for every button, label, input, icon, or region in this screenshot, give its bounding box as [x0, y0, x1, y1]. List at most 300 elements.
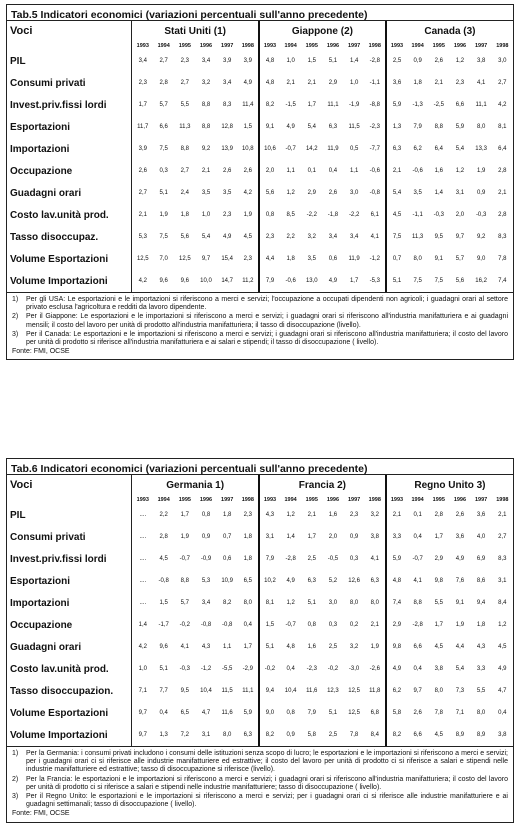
row-label: Importazioni	[7, 592, 132, 614]
table-cell: -0,7	[285, 146, 296, 152]
row-label: Consumi privati	[7, 526, 132, 548]
table-cell: 1,6	[434, 168, 443, 174]
year: 1997	[221, 496, 234, 503]
table-cell: 5,9	[392, 556, 402, 562]
table-cell: 2,7	[180, 168, 190, 174]
table-cell: 11,6	[306, 688, 318, 694]
table-cell: -7,7	[365, 138, 386, 160]
table-cell: 7,8	[434, 710, 443, 716]
table-cell: 2,3	[180, 58, 190, 64]
table-cell: 0,3	[328, 622, 338, 628]
table-cell: 5,1	[159, 666, 168, 672]
table-cell: 2,3	[238, 248, 259, 270]
table-cell: 11,1	[238, 680, 259, 702]
table-cell: 3,5	[201, 190, 211, 196]
note-text: Per la Francia: le esportazioni e le importazioni si riferiscono a merci e servizi; i guadagni orari si riferiscono all'industria manifatturiera; il costo del lavoro per unità di prodotto ci si riferisce a salari e stipendi nelle industrie manifatturiere; tasso di disoccupazione ( livello).	[26, 775, 508, 791]
table-cell: 11,5	[348, 124, 360, 130]
table-cell: 9,8	[392, 644, 402, 650]
table-cell: -1,5	[285, 102, 296, 108]
table-row	[7, 614, 513, 636]
table-cell: 11,9	[327, 146, 339, 152]
table-cell: 9,8	[434, 578, 443, 584]
table-cell: 2,8	[434, 512, 443, 518]
table-cell: -2,8	[412, 622, 423, 628]
year: 1994	[284, 42, 297, 49]
table-cell: 8,3	[498, 234, 507, 240]
table-cell: 0,8	[286, 710, 295, 716]
table-cell: 3,3	[476, 666, 486, 672]
row-label: Volume Importazioni	[7, 724, 132, 746]
table-row	[7, 702, 513, 724]
table-cell: 5,6	[265, 190, 275, 196]
table-cell: 10,2	[264, 578, 276, 584]
year: 1998	[238, 495, 259, 504]
table-cell: 6,6	[413, 644, 422, 650]
table-cell: 5,1	[159, 190, 168, 196]
table-cell: 2,3	[238, 504, 259, 526]
table-cell: ....	[139, 600, 147, 606]
year: 1998	[496, 496, 509, 503]
table-cell: 7,6	[455, 578, 465, 584]
year: 1994	[157, 42, 170, 49]
note-number: 1)	[12, 750, 19, 757]
note-text: Per il Canada: Le esportazioni e le importazioni si riferiscono a merci e servizi; i guadagni orari si riferiscono all'industria manifatturiera; il costo del lavoro per unità di prodotto si riferisce all'industria manifatturiera e ai salari e stipendi; il tasso di disoccupazione ( livello).	[26, 330, 508, 347]
table-cell: 0,4	[159, 710, 168, 716]
table-cell: 5,1	[328, 710, 338, 716]
note	[12, 750, 508, 775]
table-cell: 1,9	[159, 212, 168, 218]
table-cell: 3,1	[201, 732, 211, 738]
table-cell: 1,8	[238, 548, 259, 570]
table-cell: 10,6	[264, 146, 276, 152]
notes	[7, 746, 513, 822]
row-label: Consumi privati	[7, 72, 132, 94]
table-cell: 6,6	[413, 732, 422, 738]
table-cell: 9,6	[159, 644, 168, 650]
table-cell: -0,8	[158, 578, 169, 584]
table-cell: 6,3	[307, 578, 316, 584]
table-cell: 5,4	[307, 124, 316, 130]
table-cell: 1,8	[476, 622, 486, 628]
table-cell: 8,8	[413, 600, 422, 606]
table-cell: 9,7	[138, 710, 147, 716]
table-cell: 3,1	[455, 190, 465, 196]
table-cell: 2,5	[307, 556, 316, 562]
table-cell: 8,8	[201, 124, 211, 130]
table-cell: 4,5	[159, 556, 168, 562]
table-cell: 16,2	[475, 278, 487, 284]
table-row	[7, 226, 513, 248]
row-label: Volume Esportazioni	[7, 702, 132, 724]
year: 1997	[474, 42, 488, 49]
table-cell: 1,2	[286, 190, 295, 196]
table-cell: 8,5	[286, 212, 295, 218]
notes	[7, 292, 513, 359]
row-label: PIL	[7, 504, 132, 526]
table-cell: 8,0	[365, 592, 386, 614]
table-cell: 1,4	[349, 58, 359, 64]
table-cell: 6,3	[392, 146, 402, 152]
table-cell: 6,5	[180, 710, 190, 716]
table-cell: 9,0	[476, 256, 486, 262]
table-cell: 4,1	[365, 226, 386, 248]
table-cell: 1,6	[307, 644, 316, 650]
table-cell: 7,5	[434, 278, 443, 284]
table-cell: 2,7	[159, 58, 168, 64]
table-cell: 1,7	[434, 622, 443, 628]
table-row	[7, 72, 513, 94]
table-cell: 0,8	[307, 622, 316, 628]
table-cell: 6,5	[238, 570, 259, 592]
table-cell: 4,5	[434, 732, 443, 738]
table-cell: 0,8	[265, 212, 275, 218]
table-row	[7, 680, 513, 702]
table-cell: 7,9	[413, 124, 422, 130]
table-row	[7, 570, 513, 592]
table-cell: -1,8	[327, 212, 339, 218]
table-cell: 11,2	[238, 270, 259, 292]
table-cell: 5,4	[392, 190, 402, 196]
table-cell: 0,9	[349, 534, 359, 540]
table-cell: 9,1	[265, 124, 275, 130]
table-cell: 9,0	[265, 710, 275, 716]
table-cell: 10,0	[200, 278, 212, 284]
table-cell: 7,5	[159, 146, 168, 152]
table-cell: -1,1	[412, 212, 423, 218]
table-cell: 5,6	[180, 234, 190, 240]
table-cell: 0,9	[286, 732, 295, 738]
table-cell: 7,8	[349, 732, 359, 738]
table-cell: 4,1	[476, 80, 486, 86]
row-label: Volume Esportazioni	[7, 248, 132, 270]
table-cell: -2,5	[433, 102, 444, 108]
table-cell: 4,5	[498, 644, 507, 650]
table-cell: 4,9	[392, 666, 402, 672]
table-cell: 10,4	[284, 688, 297, 694]
table-cell: -2,2	[306, 212, 317, 218]
table-cell: 1,8	[286, 256, 295, 262]
table-cell: 7,3	[455, 688, 465, 694]
note-number: 2)	[12, 775, 19, 783]
table-cell: 4,5	[392, 212, 402, 218]
group-header: Canada (3)	[424, 25, 476, 37]
table-cell: 12,5	[348, 688, 360, 694]
table-cell: 1,0	[201, 212, 211, 218]
table-cell: -0,2	[327, 666, 339, 672]
table-cell: 4,3	[201, 644, 211, 650]
table-cell: 11,9	[348, 256, 360, 262]
year: 1993	[136, 42, 149, 49]
table-cell: 5,4	[455, 666, 465, 672]
row-label: Invest.priv.fissi lordi	[7, 548, 132, 570]
table-cell: -0,8	[221, 622, 233, 628]
note-number: 3)	[12, 330, 19, 338]
voci-header: Voci	[7, 475, 132, 495]
table-cell: 1,9	[365, 636, 386, 658]
table-cell: 2,8	[498, 168, 507, 174]
table-cell: 6,1	[365, 204, 386, 226]
table-cell: 0,4	[413, 666, 422, 672]
table-cell: 3,5	[222, 190, 232, 196]
row-label: PIL	[7, 50, 132, 72]
year: 1997	[347, 496, 361, 503]
table-cell: 10,4	[200, 688, 212, 694]
note-text: Per gli USA: Le esportazioni e le importazioni si riferiscono a merci e servizi; l'occupazione a occupati dipendenti non agricoli; i guadagni orari al settore privato esclusa l'agricoltura e redditi da lavoro dipendente.	[26, 296, 508, 312]
table-cell: -0,7	[412, 556, 423, 562]
table-cell: 10,9	[221, 578, 233, 584]
table-cell: 1,1	[286, 168, 295, 174]
year: 1997	[347, 42, 361, 49]
table-cell: 3,2	[349, 644, 359, 650]
table-cell: -0,2	[264, 666, 276, 672]
table-cell: 0,4	[238, 614, 259, 636]
table-cell: 5,1	[392, 278, 402, 284]
table-cell: -0,3	[433, 212, 444, 218]
year: 1996	[326, 42, 340, 49]
table-cell: 4,8	[265, 58, 275, 64]
table-cell: 0,9	[201, 534, 211, 540]
table-cell: -2,3	[306, 666, 317, 672]
table-6	[6, 458, 514, 823]
table-cell: -0,9	[200, 556, 212, 562]
table-cell: -1,3	[412, 102, 423, 108]
table-cell: 2,1	[498, 190, 507, 196]
table-cell: 6,4	[498, 146, 507, 152]
table-cell: -2,8	[365, 50, 386, 72]
table-cell: 2,1	[138, 212, 147, 218]
year: 1998	[365, 41, 386, 50]
table-cell: -3,0	[348, 666, 360, 672]
table-cell: 7,4	[498, 278, 507, 284]
table-cell: 5,9	[238, 702, 259, 724]
table-cell: 1,4	[286, 534, 295, 540]
table-cell: -0,3	[475, 212, 487, 218]
table-cell: 3,6	[476, 512, 486, 518]
years-row	[7, 495, 513, 504]
table-cell: 4,9	[222, 234, 232, 240]
row-label: Invest.priv.fissi lordi	[7, 94, 132, 116]
table-cell: 14,7	[221, 278, 233, 284]
table-cell: 10,8	[238, 138, 259, 160]
table-cell: 5,1	[265, 644, 275, 650]
table-cell: -1,2	[365, 248, 386, 270]
row-label: Occupazione	[7, 614, 132, 636]
table-cell: -0,5	[327, 556, 339, 562]
year: 1998	[238, 41, 259, 50]
table-cell: 4,4	[265, 256, 275, 262]
table-cell: 4,8	[286, 644, 295, 650]
table-cell: 2,7	[498, 534, 507, 540]
table-cell: 2,5	[392, 58, 402, 64]
year: 1996	[199, 42, 213, 49]
table-cell: 9,6	[180, 278, 190, 284]
table-cell: 1,7	[349, 278, 359, 284]
table-cell: 0,4	[328, 168, 338, 174]
table-cell: 5,5	[476, 688, 486, 694]
table-cell: 2,1	[201, 168, 211, 174]
row-label: Esportazioni	[7, 116, 132, 138]
table-cell: 6,3	[328, 124, 338, 130]
row-label: Importazioni	[7, 138, 132, 160]
table-cell: 8,1	[265, 600, 275, 606]
table-cell: 1,5	[307, 58, 316, 64]
table-cell: 0,9	[413, 58, 422, 64]
table-cell: 1,2	[455, 58, 465, 64]
table-cell: 1,4	[434, 190, 443, 196]
table-cell: 1,2	[286, 600, 295, 606]
table-cell: 3,2	[365, 504, 386, 526]
table-cell: 8,9	[476, 732, 486, 738]
table-cell: 12,5	[348, 710, 360, 716]
table-cell: 0,1	[307, 168, 316, 174]
table-cell: 7,9	[265, 556, 275, 562]
table-cell: 1,1	[349, 168, 359, 174]
year: 1998	[496, 42, 509, 49]
table-cell: 1,5	[159, 600, 168, 606]
table-cell: 5,8	[307, 732, 316, 738]
data-table	[7, 475, 513, 746]
note-text: Per il Giappone: Le esportazioni e le importazioni si riferiscono a merci e servizi; i guadagni orari si riferiscono all'industria manifatturiera e ai guadagni mensili; il costo del lavoro per unità di prodotto all'industria manifatturiera; il tasso di disoccupazione (livello).	[26, 313, 508, 329]
table-cell: 1,3	[392, 124, 402, 130]
table-cell: 1,6	[328, 512, 338, 518]
table-cell: 1,3	[159, 732, 168, 738]
table-row	[7, 204, 513, 226]
table-cell: 2,0	[328, 534, 338, 540]
table-cell: 3,0	[328, 600, 338, 606]
table-cell: 11,6	[221, 710, 233, 716]
table-cell: -8,8	[365, 94, 386, 116]
table-cell: 3,8	[434, 666, 443, 672]
table-cell: 1,9	[180, 534, 190, 540]
table-cell: 3,4	[138, 58, 147, 64]
table-cell: 9,7	[138, 732, 147, 738]
years-row	[7, 41, 513, 50]
table-cell: -2,9	[238, 658, 259, 680]
table-cell: 5,5	[434, 600, 443, 606]
table-cell: 9,1	[434, 256, 443, 262]
table-cell: 0,7	[392, 256, 402, 262]
table-cell: 6,2	[392, 688, 402, 694]
note	[12, 776, 508, 792]
table-cell: 1,2	[455, 168, 465, 174]
table-cell: -1,1	[365, 72, 386, 94]
year: 1993	[263, 42, 277, 49]
table-cell: 8,0	[349, 600, 359, 606]
group-header: Regno Unito 3)	[414, 479, 486, 491]
table-cell: 5,2	[328, 578, 338, 584]
table-cell: 11,3	[179, 124, 191, 130]
table-cell: 2,8	[159, 80, 168, 86]
year: 1993	[390, 496, 404, 503]
table-cell: 2,5	[328, 732, 338, 738]
year: 1996	[453, 42, 467, 49]
table-cell: 1,1	[222, 644, 232, 650]
table-cell: 1,8	[238, 526, 259, 548]
table-cell: 3,4	[222, 80, 232, 86]
table-cell: 7,4	[392, 600, 402, 606]
table-cell: 12,5	[136, 256, 149, 262]
table-cell: 8,1	[498, 124, 507, 130]
table-cell: 2,9	[328, 80, 338, 86]
table-cell: 2,1	[365, 614, 386, 636]
table-cell: 11,3	[412, 234, 424, 240]
row-label: Costo lav.unità prod.	[7, 658, 132, 680]
table-cell: 3,9	[138, 146, 147, 152]
table-title: Tab.6 Indicatori economici (variazioni percentuali sull'anno precedente)	[7, 459, 513, 475]
table-cell: 11,7	[137, 124, 149, 130]
table-row	[7, 636, 513, 658]
table-cell: 1,7	[138, 102, 147, 108]
table-cell: 3,3	[392, 534, 402, 540]
table-cell: 6,8	[365, 702, 386, 724]
table-cell: 2,3	[349, 512, 359, 518]
year: 1995	[178, 42, 191, 49]
table-cell: 4,9	[286, 124, 295, 130]
table-cell: 13,3	[475, 146, 487, 152]
table-cell: 1,9	[455, 622, 465, 628]
table-cell: 2,3	[265, 234, 275, 240]
table-cell: 4,9	[328, 278, 338, 284]
table-cell: 4,5	[238, 226, 259, 248]
year: 1995	[432, 42, 445, 49]
table-cell: 5,1	[307, 600, 316, 606]
group-header: Stati Uniti (1)	[132, 21, 259, 41]
table-cell: 0,3	[159, 168, 168, 174]
table-cell: 4,5	[434, 644, 443, 650]
source-note: Fonte: FMI, OCSE	[12, 810, 70, 818]
table-cell: 5,9	[455, 124, 465, 130]
table-cell: 12,6	[348, 578, 360, 584]
table-cell: 8,0	[238, 592, 259, 614]
table-cell: -0,2	[179, 622, 191, 628]
table-cell: 1,8	[413, 80, 422, 86]
table-cell: 0,5	[349, 146, 359, 152]
year: 1993	[390, 42, 404, 49]
table-row	[7, 248, 513, 270]
table-cell: 2,6	[138, 168, 147, 174]
table-cell: 2,9	[434, 556, 443, 562]
table-cell: 7,7	[159, 688, 168, 694]
table-cell: -0,6	[365, 160, 386, 182]
row-label: Tasso disoccupazion.	[7, 680, 132, 702]
table-cell: 8,8	[180, 578, 190, 584]
table-cell: 8,6	[476, 578, 486, 584]
table-cell: 8,3	[222, 102, 232, 108]
table-cell: -0,3	[179, 666, 191, 672]
year: 1995	[305, 42, 318, 49]
table-cell: 5,5	[180, 102, 190, 108]
table-cell: 0,6	[222, 556, 232, 562]
table-cell: 8,8	[434, 124, 443, 130]
table-cell: 0,4	[286, 666, 295, 672]
year: 1994	[411, 42, 424, 49]
table-cell: 7,8	[498, 256, 507, 262]
table-cell: 9,2	[201, 146, 211, 152]
table-cell: 2,7	[180, 80, 190, 86]
table-cell: 9,2	[476, 234, 486, 240]
table-cell: 0,7	[222, 534, 232, 540]
row-label: Tasso disoccupaz.	[7, 226, 132, 248]
table-cell: ....	[139, 578, 147, 584]
year: 1994	[284, 496, 297, 503]
data-table	[7, 21, 513, 292]
table-cell: 2,9	[307, 190, 316, 196]
table-cell: 1,7	[434, 534, 443, 540]
note-number: 3)	[12, 793, 19, 801]
year: 1995	[178, 496, 191, 503]
table-cell: 2,2	[159, 512, 168, 518]
table-cell: 5,8	[392, 710, 402, 716]
